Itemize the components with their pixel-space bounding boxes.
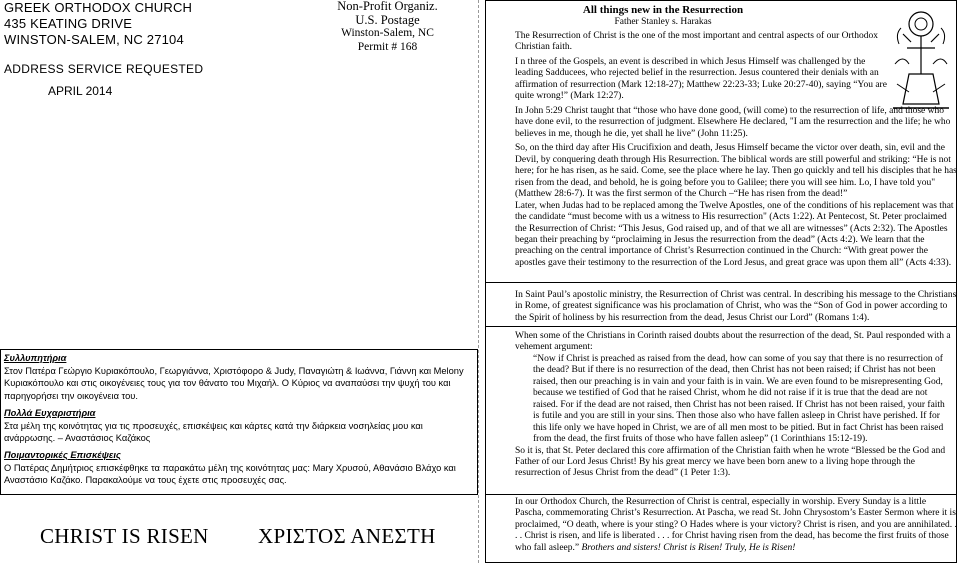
postage-permit [300,0,475,54]
thanks-text: Στα μέλη της κοινότητας για τις προσευχές, επισκέψεις και κάρτες κατά την διάρκεια νοσηλείας μου και ανάρρωσης. – Αναστάσιος Καζάκος [4,420,423,444]
section-divider [485,326,957,327]
return-address-line: 435 KEATING DRIVE [4,16,133,31]
permit-line: U.S. Postage [355,12,420,27]
closing-greeting: Brothers and sisters! Christ is Risen! Truly, He is Risen! [581,542,796,553]
article-paragraph-text: In our Orthodox Church, the Resurrection of Christ is central, especially in worship. Every Sunday is a little Pascha, commemorating Christ’s Resurrection. At Pascha, we read St. John Chrysostom’s Easter Sermon where it is proclaimed, “O death, where is your sting? O Hades where is your victory? Christ is risen, and you are annihilated. . . . Christ is risen, and life is liberated . . . for Christ having risen from the dead, has become the first fruits of those who fall asleep.” [515,497,957,553]
resurrection-icon-illustration [889,4,953,114]
article-paragraph: In Saint Paul’s apostolic ministry, the Resurrection of Christ was central. In describing his message to the Christians in Rome, of greatest significance was his proclamation of Christ, who was the “Son of God in power according to the Spirit of holiness by his resurrection from the dead, Jesus Christ our Lord” (Romans 1:4). [515,290,957,323]
article-paragraph: So it is, that St. Peter declared this core affirmation of the Christian faith when he wrote “Blessed be the God and Father of our Lord Jesus Christ! By his great mercy we have been born anew to a living hope through the resurrection of Jesus Christ from the dead” (1 Peter 1:3). [515,445,946,479]
article-body-top [515,31,889,103]
return-address [4,0,192,48]
article-paragraph: The Resurrection of Christ is the one of the most important and central aspects of our Orthodox Christian faith. [515,31,879,53]
permit-line: Non-Profit Organiz. [337,0,438,13]
article-body-corinth [515,331,957,480]
pastoral-visits-text: Ο Πατέρας Δημήτριος επισκέφθηκε τα παρακάτω μέλη της κοινότητας μας: Mary Χρυσού, Αθανάσιο Βλάχο και Αναστάσιο Καζάκο. Παρακαλούμε να τους έχετε στις προσευχές σας. [4,462,456,486]
article-paragraph: So, on the third day after His Crucifixion and death, Jesus Himself became the victor over death, sin, evil and the Devil, by conquering death through His Resurrection. The biblical words are still powerful and striking: “He is not here; for he has risen, as he said. Come, see the place where he lay. Then go quickly and tell his disciples that he has risen from the dead, and behold, he is going before you to Galilee; there you will see him. Lo, I have told you" (Matthew 28:6-7). It was the first sermon of the Church –“He has risen from the dead!” [515,143,957,200]
article-paragraph [515,497,957,554]
article-author: Father Stanley s. Harakas [614,17,712,27]
greeting-greek: ΧΡΙΣΤΟΣ ΑΝΕΣΤΗ [258,524,436,548]
article-paragraph: Later, when Judas had to be replaced among the Twelve Apostles, one of the conditions of his replacement was that the candidate “must become with us a witness to His resurrection" (Acts 1:22). At Pentecost, St. Peter proclaimed the Resurrection of Christ: “This Jesus, God raised up, and of that we all are witnesses” (Acts 2:32). The Apostles began their preaching by “proclaiming in Jesus the resurrection from the dead” (Acts 4:2). We learn that the preaching on the central importance of Christ’s Resurrection continued in the Church: “With great power the apostles gave their testimony to the resurrection of the Lord Jesus, and great grace was upon them all” (Acts 4:33). [515,200,954,268]
condolences-text: Στον Πατέρα Γεώργιο Κυριακόπουλο, Γεωργιάννα, Χριστόφορο & Judy, Παναγιώτη & Ιωάννα, Γιάννη και Melony Κυριακόπουλο και στις οικογένειες τους για τον θάνατο του Μιχαήλ. Ο Κύριος να αναπαύσει την ψυχή του και παρηγορήσει την οικογένεια του. [4,365,464,402]
return-address-line: GREEK ORTHODOX CHURCH [4,0,193,15]
page-fold-divider [478,0,479,563]
greek-notices-box [0,349,478,495]
issue-date: APRIL 2014 [48,84,113,98]
article-paragraph: When some of the Christians in Corinth raised doubts about the resurrection of the dead, St. Paul responded with a vehement argument: [515,331,951,353]
return-address-line: WINSTON-SALEM, NC 27104 [4,32,184,47]
permit-line: Winston-Salem, NC [341,27,434,39]
article-body-paul [515,290,957,324]
condolences-heading: Συλλυπητήρια [4,353,67,363]
article-body-upper [515,106,957,269]
address-service-requested: ADDRESS SERVICE REQUESTED [4,62,204,76]
thanks-heading: Πολλά Ευχαριστήρια [4,407,96,418]
greeting-english: CHRIST IS RISEN [40,524,209,548]
article-paragraph: I n three of the Gospels, an event is described in which Jesus Himself was challenged by the leading Sadducees, who rejected belief in the resurrection. Jesus countered their denials with an affirmation of resurrection (Mark 12:18-27); Matthew 22:23-33; Luke 20:27-40), saying “You are quite wrong!” (Mark 12:27). [515,56,887,102]
article-title: All things new in the Resurrection [582,4,744,16]
scripture-quote: “Now if Christ is preached as raised from the dead, how can some of you say that there is no resurrection of the dead? But if there is no resurrection of the dead, then Christ has not been raised; if Christ has not been raised, then our preaching is in vain and your faith is in vain. We are even found to be misrepresenting God, because we testified of God that he raised Christ, whom he did not raise if it is true that the dead are not raised. For if the dead are not raised, then Christ has not been raised. If Christ has not been raised, your faith is futile and you are still in your sins. Then those also who have fallen asleep in Christ have perished. If for this life only we have hoped in Christ, we are of all men most to be pitied. But in fact Christ has been raised from the dead, the first fruits of those who have fallen asleep” (1 Corinthians 15:12-19). [533,353,945,445]
section-divider [485,494,957,495]
permit-line: Permit # 168 [357,40,418,53]
section-divider [485,282,957,283]
article-body-orthodox [515,497,957,554]
pastoral-visits-heading: Ποιμαντορικές Επισκέψεις [4,449,121,460]
article-paragraph: In John 5:29 Christ taught that “those who have done good, (will come) to the resurrection of life, and those who have done evil, to the resurrection of judgment. Elsewhere He declared, "I am the resurrection and the life; he who believes in me, though he die, yet shall he live” (John 11:25). [515,106,951,139]
